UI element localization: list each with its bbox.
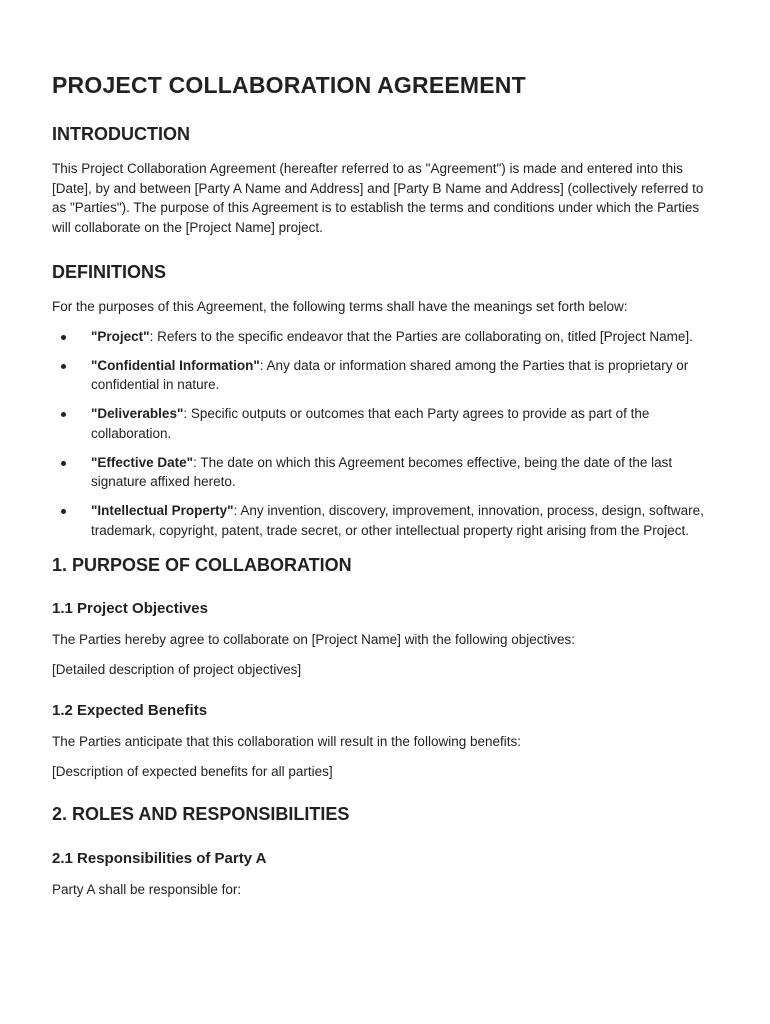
definition-term: "Intellectual Property" — [91, 503, 234, 518]
bullet-icon — [61, 364, 66, 369]
section-1-1-heading: 1.1 Project Objectives — [52, 600, 208, 617]
bullet-icon — [61, 509, 66, 514]
definitions-heading: DEFINITIONS — [52, 262, 167, 282]
section-1-1-placeholder: [Detailed description of project objectives] — [52, 661, 302, 677]
introduction-heading: INTRODUCTION — [52, 124, 190, 144]
section-1-heading: 1. PURPOSE OF COLLABORATION — [52, 555, 352, 575]
definition-text: : The date on which this Agreement becomes effective, being the date of the last signature affixed hereto. — [91, 454, 673, 489]
bullet-icon — [61, 412, 66, 417]
definitions-list — [52, 327, 718, 541]
definition-item — [52, 327, 718, 347]
section-2-1-heading: 2.1 Responsibilities of Party A — [52, 850, 267, 867]
definition-text: : Any data or information shared among the Parties that is proprietary or confidential in nature. — [91, 357, 689, 392]
section-1-1-text: The Parties hereby agree to collaborate on [Project Name] with the following objectives: — [52, 632, 576, 647]
document-title: PROJECT COLLABORATION AGREEMENT — [52, 72, 526, 98]
definition-text: : Any invention, discovery, improvement, innovation, process, design, software, trademark, copyright, patent, trade secret, or other intellectual property right arising from the Project. — [91, 503, 704, 538]
definitions-intro: For the purposes of this Agreement, the following terms shall have the meanings set forth below: — [52, 299, 628, 314]
section-2-heading: 2. ROLES AND RESPONSIBILITIES — [52, 804, 350, 824]
definition-term: "Effective Date" — [91, 454, 194, 470]
section-2-1-text: Party A shall be responsible for: — [52, 882, 242, 897]
definition-term: "Deliverables" — [91, 406, 184, 421]
definition-term: "Project" — [91, 328, 150, 344]
definition-item — [52, 453, 718, 492]
section-1-2-text: The Parties anticipate that this collaboration will result in the following benefits: — [52, 734, 521, 749]
definition-item — [52, 356, 718, 395]
bullet-icon — [61, 461, 66, 466]
bullet-icon — [61, 335, 66, 340]
section-1-2-placeholder: [Description of expected benefits for all parties] — [52, 763, 333, 779]
section-1-2-heading: 1.2 Expected Benefits — [52, 702, 208, 719]
definition-text: : Refers to the specific endeavor that the Parties are collaborating on, titled [Project Name]. — [149, 328, 693, 344]
definition-item — [52, 404, 718, 443]
introduction-paragraph: This Project Collaboration Agreement (hereafter referred to as "Agreement") is made and entered into this [Date], by and between [Party A Name and Address] and [Party B Name and Address] (collectively referred to as "Parties"). The purpose of this Agreement is to establish the terms and conditions under which the Parties will collaborate on the [Project Name] project. — [52, 161, 704, 235]
definition-item — [52, 501, 718, 540]
definition-term: "Confidential Information" — [91, 357, 260, 373]
definition-text: : Specific outputs or outcomes that each Party agrees to provide as part of the collaboration. — [91, 406, 650, 441]
